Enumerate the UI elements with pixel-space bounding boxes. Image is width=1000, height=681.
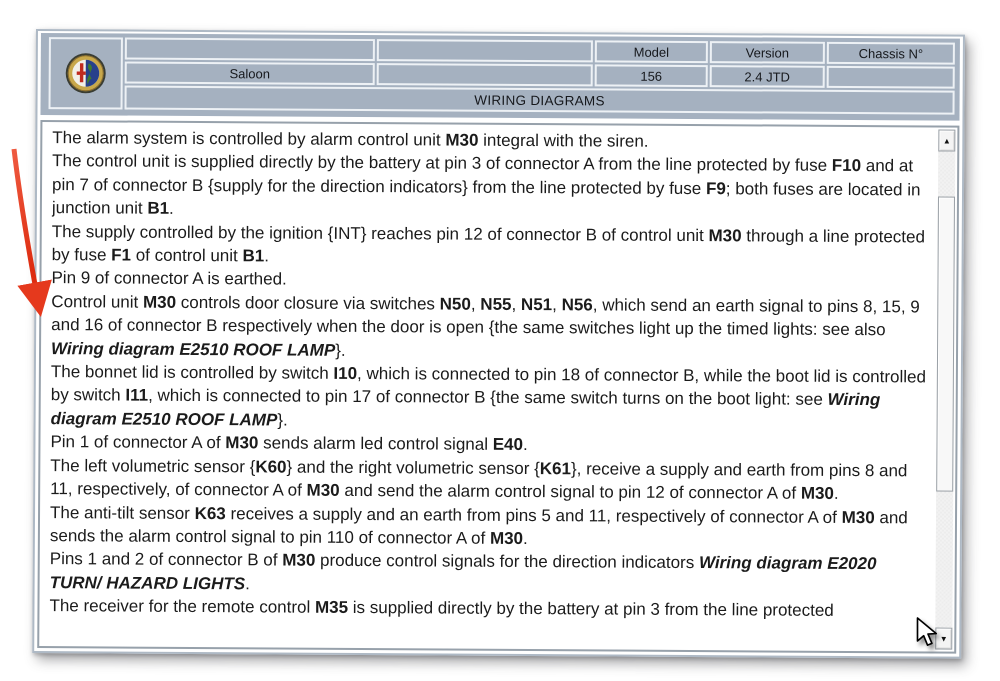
vertical-scrollbar[interactable]: [935, 130, 955, 650]
model-value: 156: [595, 64, 708, 87]
model-label: Model: [595, 40, 708, 63]
paragraph: The control unit is supplied directly by the battery at pin 3 of connector A from the line protected by fuse F10 and at pin 7 of connector B {supply for the direction indicators} from the line protected by fuse F9; both fuses are located in junction unit B1.: [51, 151, 921, 219]
paragraph: The anti-tilt sensor K63 receives a supply and an earth from pins 5 and 11, respectively of connector A of M30 and sends the alarm control signal to pin 110 of connector A of M30.: [49, 502, 908, 548]
body-style-value: Saloon: [125, 62, 375, 86]
chassis-label: Chassis N°: [827, 42, 955, 65]
triangle-up-icon: ▲: [942, 136, 951, 146]
version-label: Version: [710, 41, 825, 64]
paragraph: The alarm system is controlled by alarm control unit M30 integral with the siren.: [52, 128, 649, 151]
vehicle-header-table: [40, 33, 959, 121]
scroll-up-button[interactable]: [938, 130, 955, 152]
alfa-romeo-logo-icon: [65, 52, 107, 94]
scrollbar-track[interactable]: [935, 152, 955, 628]
paragraph: Pin 1 of connector A of M30 sends alarm led control signal E40.: [50, 432, 528, 455]
paragraph: The left volumetric sensor {K60} and the right volumetric sensor {K61}, receive a supply and earth from pins 8 and 11, respectively, of connector A of M30 and send the alarm control signal to pin 12 of connector A of M30.: [50, 455, 908, 504]
scrollbar-thumb[interactable]: [936, 197, 955, 492]
paragraph: The receiver for the remote control M35 is supplied directly by the battery at pin 3 from the line protected: [49, 596, 834, 621]
brand-logo-cell: [49, 37, 123, 109]
paragraph: Pins 1 and 2 of connector B of M30 produce control signals for the direction indicators Wiring diagram E2020 TURN/ HAZARD LIGHTS.: [49, 549, 877, 594]
header-cell-empty-2: [377, 39, 593, 62]
paragraph: The bonnet lid is controlled by switch I10, which is connected to pin 18 of connector B, while the boot lid is controlled by switch I11, which is connected to pin 17 of connector B {the same switch turns on the boot light: see Wiring diagram E2510 ROOF LAMP}.: [50, 362, 927, 430]
chassis-value: [827, 66, 955, 89]
scroll-down-button[interactable]: [935, 628, 952, 650]
document-panel: [37, 120, 959, 654]
document-text: [49, 126, 929, 651]
wiring-diagram-window: [32, 29, 965, 659]
paragraph: Control unit M30 controls door closure via switches N50, N55, N51, N56, which send an earth signal to pins 8, 15, 9 and 16 of connector B respectively when the door is open {the same switches light up the timed lights: see also Wiring diagram E2510 ROOF LAMP}.: [50, 291, 920, 360]
paragraph: The supply controlled by the ignition {INT} reaches pin 12 of connector B of control unit M30 through a line protected by fuse F1 of control unit B1.: [51, 221, 926, 266]
header-cell-empty-1: [125, 38, 375, 62]
header-cell-empty-3: [377, 63, 593, 86]
paragraph: Pin 9 of connector A is earthed.: [51, 268, 287, 289]
version-value: 2.4 JTD: [710, 65, 825, 88]
section-title: WIRING DIAGRAMS: [125, 86, 955, 115]
triangle-down-icon: ▼: [939, 634, 948, 644]
